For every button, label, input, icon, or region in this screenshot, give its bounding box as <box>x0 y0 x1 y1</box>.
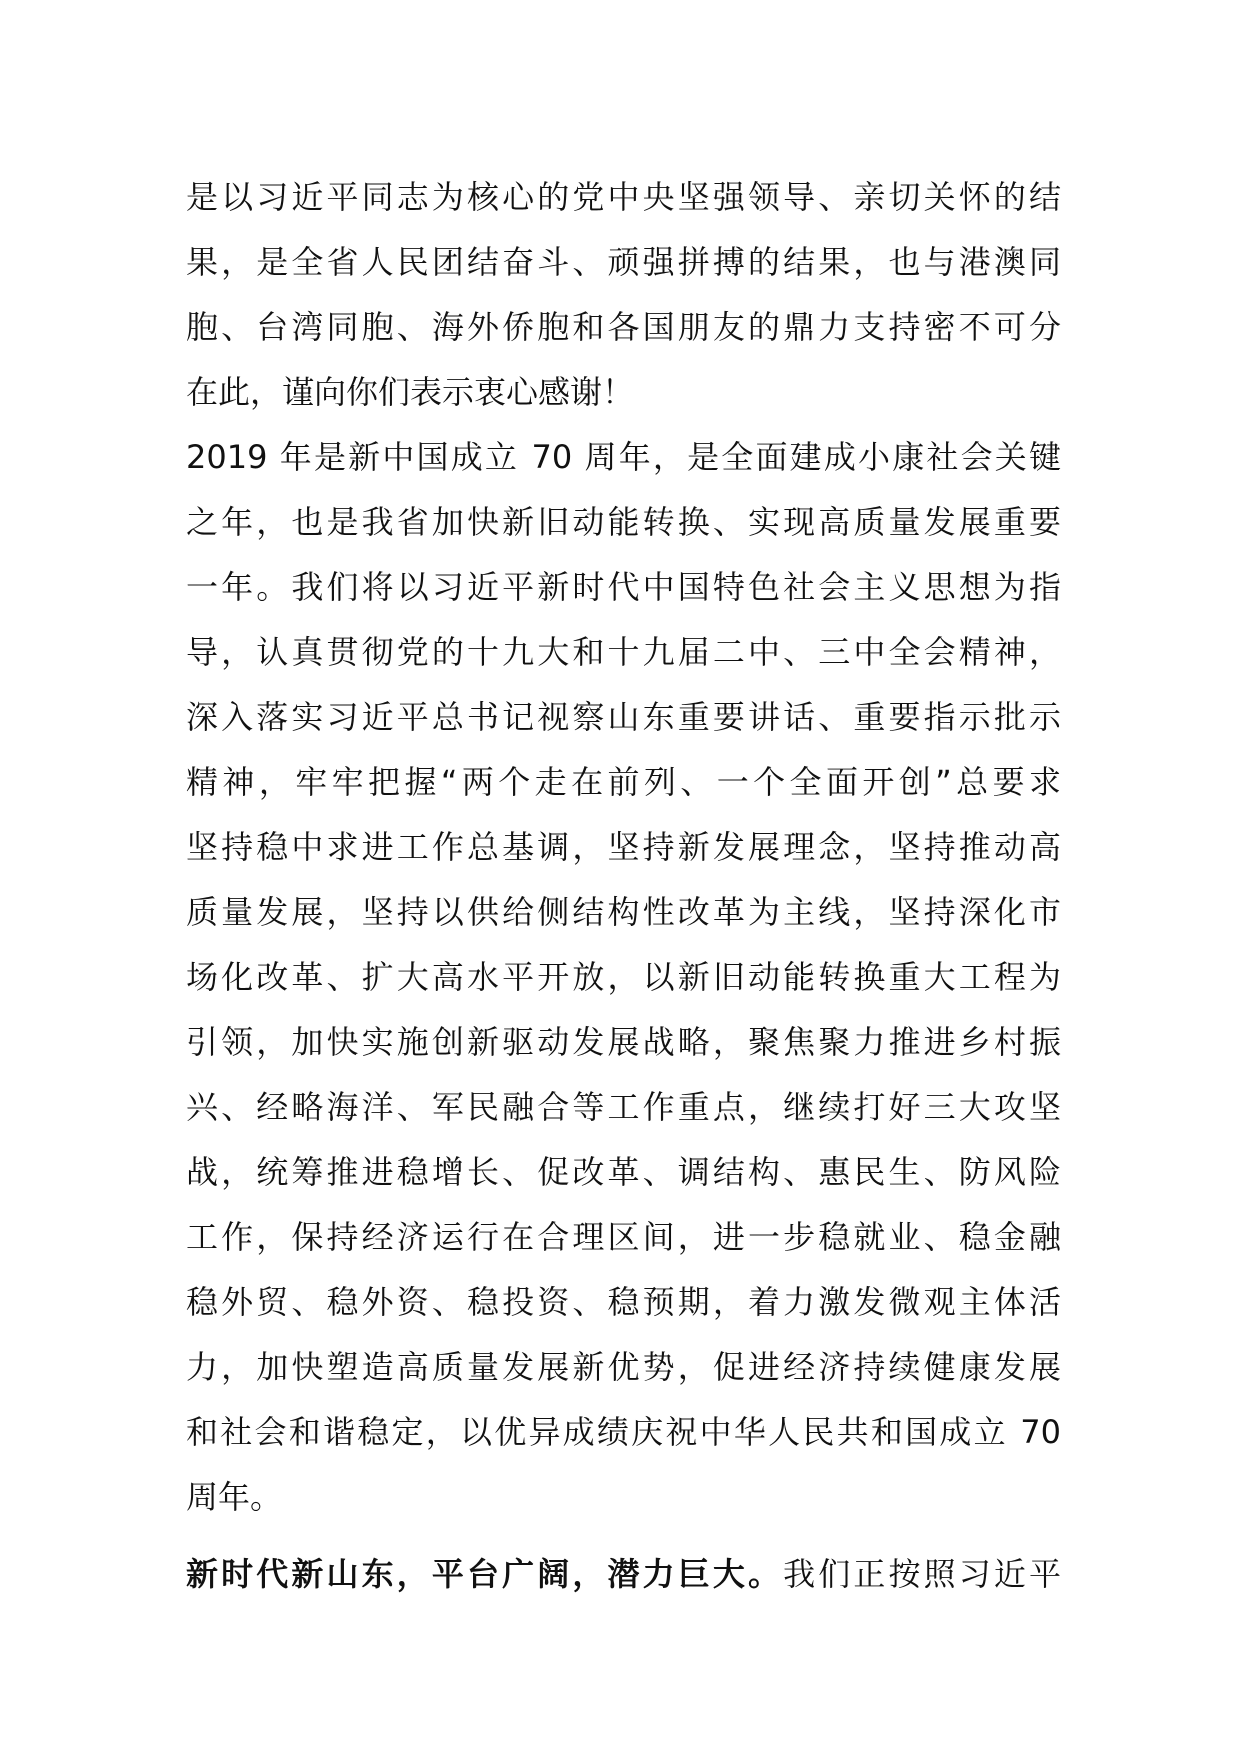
text-line: 胞、台湾同胞、海外侨胞和各国朋友的鼎力支持密不可分 <box>186 308 1061 346</box>
text-line: 坚持稳中求进工作总基调，坚持新发展理念，坚持推动高 <box>186 828 1061 866</box>
text-line: 稳外贸、稳外资、稳投资、稳预期，着力激发微观主体活 <box>186 1283 1061 1321</box>
paragraph-text: 我们正按照习近平 <box>783 1555 1061 1593</box>
text-line: 战，统筹推进稳增长、促改革、调结构、惠民生、防风险 <box>186 1153 1061 1191</box>
text-line: 是以习近平同志为核心的党中央坚强领导、亲切关怀的结 <box>186 178 1061 216</box>
text-line: 和社会和谐稳定，以优异成绩庆祝中华人民共和国成立 70 <box>186 1413 1061 1451</box>
text-line: 2019 年是新中国成立 70 周年，是全面建成小康社会关键 <box>186 438 1061 476</box>
text-line: 力，加快塑造高质量发展新优势，促进经济持续健康发展 <box>186 1348 1061 1386</box>
text-line: 之年，也是我省加快新旧动能转换、实现高质量发展重要 <box>186 503 1061 541</box>
paragraph-3 <box>186 1542 1061 1607</box>
text-line: 兴、经略海洋、军民融合等工作重点，继续打好三大攻坚 <box>186 1088 1061 1126</box>
text-line: 果，是全省人民团结奋斗、顽强拼搏的结果，也与港澳同 <box>186 243 1061 281</box>
document-body <box>186 165 1061 1607</box>
text-line: 工作，保持经济运行在合理区间，进一步稳就业、稳金融 <box>186 1218 1061 1256</box>
paragraph-1 <box>186 165 1061 425</box>
text-line: 导，认真贯彻党的十九大和十九届二中、三中全会精神， <box>186 633 1061 671</box>
text-line: 场化改革、扩大高水平开放，以新旧动能转换重大工程为 <box>186 958 1061 996</box>
paragraph-spacer <box>186 1530 1061 1542</box>
text-line: 周年。 <box>186 1478 283 1516</box>
text-line: 精神，牢牢把握“两个走在前列、一个全面开创”总要求 <box>186 763 1061 801</box>
text-line: 一年。我们将以习近平新时代中国特色社会主义思想为指 <box>186 568 1061 606</box>
text-line: 质量发展，坚持以供给侧结构性改革为主线，坚持深化市 <box>186 893 1061 931</box>
paragraph-2 <box>186 425 1061 1530</box>
bold-lead-text: 新时代新山东，平台广阔，潜力巨大。 <box>186 1555 784 1593</box>
text-line: 在此，谨向你们表示衷心感谢！ <box>186 373 635 411</box>
text-line: 深入落实习近平总书记视察山东重要讲话、重要指示批示 <box>186 698 1061 736</box>
text-line: 引领，加快实施创新驱动发展战略，聚焦聚力推进乡村振 <box>186 1023 1061 1061</box>
